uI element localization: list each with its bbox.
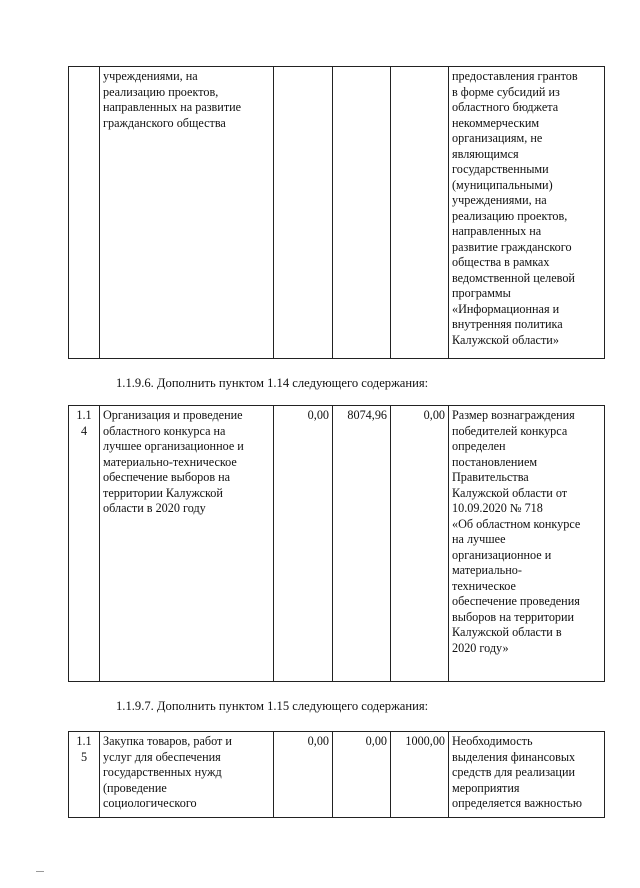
cell-note: Необходимость выделения финансовых средств для реализации мероприятия определяется важностью	[449, 732, 605, 818]
cell-index: 1.1 4	[69, 406, 100, 682]
cell-2020: 0,00	[274, 406, 333, 682]
cell-note: предоставления грантов в форме субсидий из областного бюджета некоммерческим организациям, не являющимся государственными (муниципальными) учреждениями, на реализацию проектов, направленных на развитие гражданского общества в рамках ведомственной целевой программы «Информационная и внутренняя политика Калужской области»	[449, 67, 605, 359]
cell-2020: 0,00	[274, 732, 333, 818]
table-item-1-15	[68, 731, 605, 818]
cell-2022: 1000,00	[391, 732, 449, 818]
cell-index: 1.1 5	[69, 732, 100, 818]
table-continuation	[68, 66, 605, 359]
table-row	[69, 406, 605, 682]
amendment-paragraph-1-14: 1.1.9.6. Дополнить пунктом 1.14 следующего содержания:	[116, 376, 429, 390]
cell-2022	[391, 67, 449, 359]
cell-2021	[333, 67, 391, 359]
table-item-1-14	[68, 405, 605, 682]
cell-2022: 0,00	[391, 406, 449, 682]
scan-artifact	[36, 871, 44, 872]
cell-2020	[274, 67, 333, 359]
cell-name: Организация и проведение областного конкурса на лучшее организационное и материально-техническое обеспечение выборов на территории Калужской области в 2020 году	[100, 406, 274, 682]
amendment-paragraph-1-15: 1.1.9.7. Дополнить пунктом 1.15 следующего содержания:	[116, 699, 429, 713]
cell-name: учреждениями, на реализацию проектов, направленных на развитие гражданского общества	[100, 67, 274, 359]
table-row	[69, 732, 605, 818]
cell-name: Закупка товаров, работ и услуг для обеспечения государственных нужд (проведение социологического	[100, 732, 274, 818]
cell-2021: 8074,96	[333, 406, 391, 682]
cell-2021: 0,00	[333, 732, 391, 818]
table-row	[69, 67, 605, 359]
cell-index	[69, 67, 100, 359]
cell-note: Размер вознаграждения победителей конкурса определен постановлением Правительства Калужской области от 10.09.2020 № 718 «Об областном конкурсе на лучшее организационное и материально- техническое обеспечение проведения выборов на территории Калужской области в 2020 году»	[449, 406, 605, 682]
